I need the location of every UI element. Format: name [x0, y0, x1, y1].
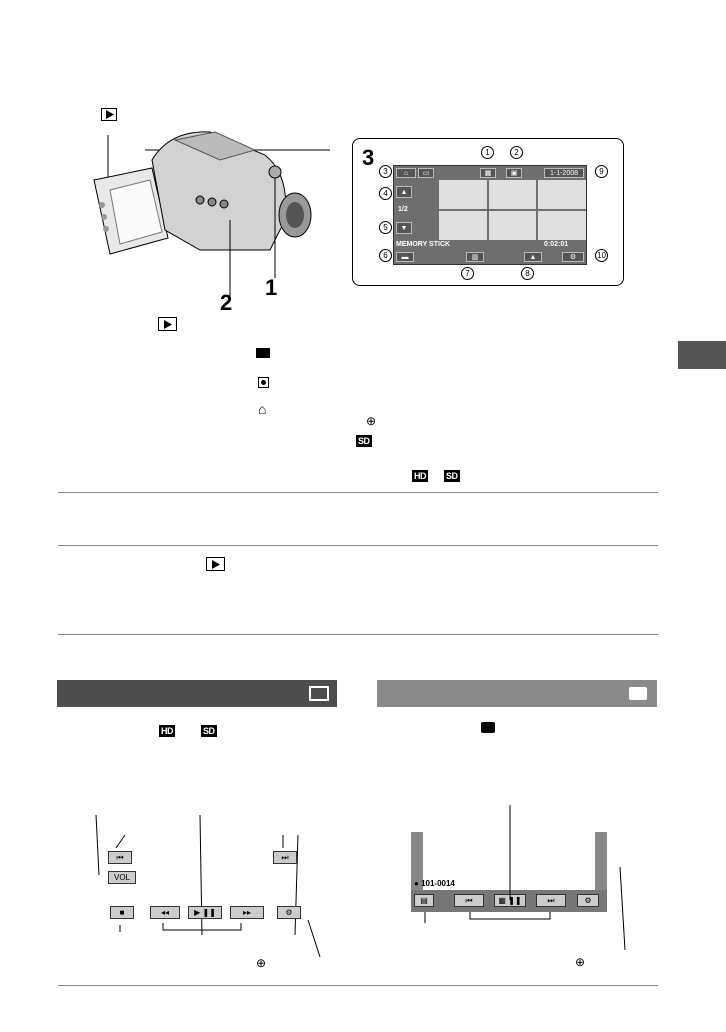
- play-pause-button[interactable]: ▶ ❚❚: [188, 906, 222, 919]
- sd-tag-icon: SD: [203, 726, 215, 736]
- option-icon: ⊕: [256, 956, 267, 970]
- callout-6: 6: [379, 249, 392, 262]
- step-number-3: 3: [362, 145, 375, 170]
- file-number-label: ● 101-0014: [414, 879, 455, 888]
- next-button[interactable]: ⏭: [536, 894, 566, 907]
- option-button[interactable]: ⚙: [562, 252, 584, 262]
- photo-icon: [258, 377, 269, 388]
- next-page-button[interactable]: ▼: [396, 222, 412, 234]
- callout-1: 1: [481, 146, 494, 159]
- photo-tab-button[interactable]: ▣: [506, 168, 522, 178]
- slideshow-button[interactable]: ▦ ❚❚: [494, 894, 526, 907]
- thumbnail[interactable]: [439, 180, 487, 209]
- movie-film-icon: [256, 348, 270, 358]
- play-button-icon: [206, 557, 225, 571]
- thumbnail[interactable]: [489, 211, 537, 240]
- volume-button[interactable]: VOL: [108, 871, 136, 884]
- rewind-button[interactable]: ◂◂: [150, 906, 180, 919]
- camera-icon: [481, 722, 495, 733]
- divider: [58, 634, 658, 635]
- media-label: MEMORY STICK: [396, 241, 451, 248]
- step-number-2: 2: [220, 290, 233, 315]
- hd-tag-icon: HD: [414, 471, 426, 481]
- return-button[interactable]: ▤: [414, 894, 434, 907]
- option-icon: ⊕: [366, 414, 377, 428]
- lcd-screen: [393, 165, 587, 265]
- divider: [58, 492, 658, 493]
- previous-button[interactable]: ⏮: [454, 894, 484, 907]
- movie-tab-button[interactable]: ▦: [480, 168, 496, 178]
- divider: [58, 985, 658, 986]
- callout-2: 2: [510, 146, 523, 159]
- hd-sd-button[interactable]: ▥: [466, 252, 484, 262]
- prev-page-button[interactable]: ▲: [396, 186, 412, 198]
- next-button[interactable]: ⏭: [273, 851, 297, 864]
- fast-forward-button[interactable]: ▸▸: [230, 906, 264, 919]
- callout-4: 4: [379, 187, 392, 200]
- hd-tag-icon: HD: [161, 726, 173, 736]
- play-button-icon: [158, 317, 177, 331]
- thumbnail[interactable]: [489, 180, 537, 209]
- camera-button[interactable]: ▲: [524, 252, 542, 262]
- page-indicator: 1/2: [398, 206, 408, 213]
- callout-3: 3: [379, 165, 392, 178]
- thumbnail[interactable]: [538, 180, 586, 209]
- home-icon: ⌂: [258, 401, 267, 417]
- step-number-1: 1: [265, 275, 278, 300]
- photo-controls-leaders: [420, 805, 635, 955]
- thumbnail[interactable]: [439, 211, 487, 240]
- movie-section-header: [57, 680, 337, 707]
- callout-8: 8: [521, 267, 534, 280]
- option-button[interactable]: ⚙: [577, 894, 599, 907]
- date-index-button[interactable]: [544, 168, 584, 178]
- camcorder-illustration: [80, 120, 330, 300]
- date-label: 1-1-2008: [549, 169, 579, 177]
- previous-button[interactable]: ⏮: [108, 851, 132, 864]
- home-button[interactable]: ⌂: [396, 168, 416, 178]
- memory-card-button[interactable]: ▭: [418, 168, 434, 178]
- time-label: 0:02:01: [544, 241, 569, 248]
- film-icon: [309, 686, 329, 701]
- movie-controls-leaders: [90, 815, 330, 960]
- divider: [58, 545, 658, 546]
- thumbnail[interactable]: [538, 211, 586, 240]
- stop-button[interactable]: ■: [110, 906, 134, 919]
- thumbnail-grid: [439, 180, 586, 240]
- side-tab: [678, 341, 726, 369]
- sd-tag-icon: SD: [446, 471, 458, 481]
- return-button[interactable]: ▬: [396, 252, 414, 262]
- callout-7: 7: [461, 267, 474, 280]
- option-button[interactable]: ⚙: [277, 906, 301, 919]
- callout-5: 5: [379, 221, 392, 234]
- callout-9: 9: [595, 165, 608, 178]
- callout-10: 10: [595, 249, 608, 262]
- option-icon: ⊕: [575, 955, 586, 969]
- camera-icon: [629, 687, 647, 700]
- photo-section-header: [377, 680, 657, 707]
- lcd-screen-diagram: [352, 138, 624, 286]
- sd-tag-icon: SD: [358, 436, 370, 446]
